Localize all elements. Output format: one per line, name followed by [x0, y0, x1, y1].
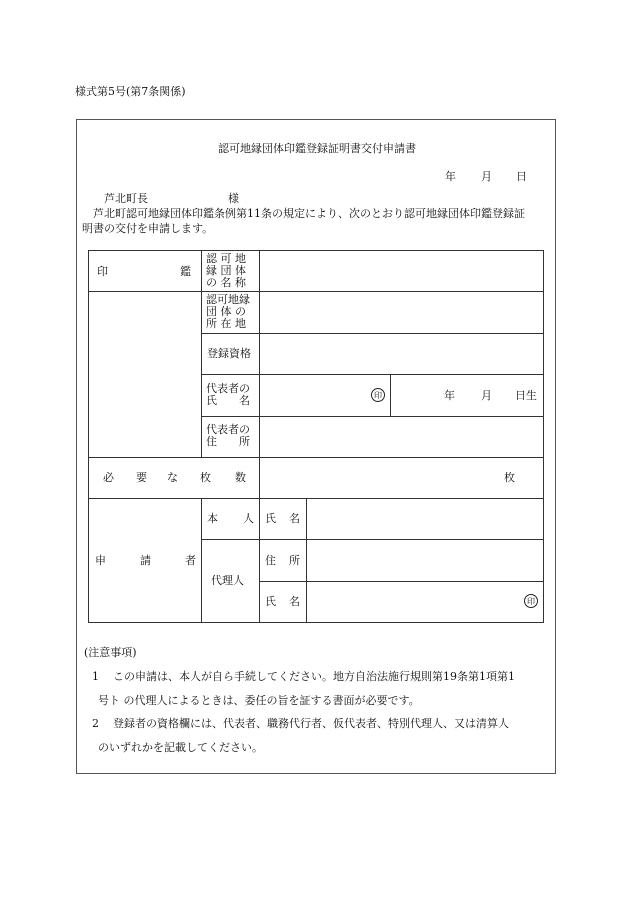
form-title: 認可地縁団体印鑑登録証明書交付申請書 [218, 142, 416, 155]
group-name-field[interactable] [262, 253, 540, 289]
intro-line-1: 芦北町認可地縁団体印鑑条例第11条の規定により、次のとおり認可地縁団体印鑑登録証 [93, 207, 525, 220]
registration-qualification-label: 登録資格 [207, 347, 251, 360]
addressee-honorific: 様 [228, 192, 239, 205]
registration-qualification-field[interactable] [262, 336, 540, 372]
proxy-label: 代理人 [211, 574, 244, 587]
rep-address-label: 代表者の 住 所 [206, 423, 250, 448]
note-2-line-1: 登録者の資格欄には、代表者、職務代行者、仮代表者、特別代理人、又は清算人 [113, 717, 509, 730]
copies-field[interactable] [262, 460, 492, 496]
addressee-name: 芦北町長 [104, 192, 148, 205]
note-1-line-1: この申請は、本人が自ら手続してください。地方自治法施行規則第19条第1項第1 [113, 670, 515, 683]
note-2-number: 2 [92, 717, 99, 730]
rep-address-field[interactable] [262, 419, 540, 455]
proxy-name-field[interactable] [309, 584, 519, 620]
rep-name-label: 代表者の 氏 名 [206, 382, 250, 407]
note-1-line-2: 号ト の代理人によるときは、委任の旨を証する書面が必要です。 [98, 694, 420, 707]
form-number: 様式第5号(第7条関係) [75, 85, 186, 98]
proxy-address-field[interactable] [309, 542, 540, 579]
date-day: 日 [516, 170, 527, 183]
proxy-seal-mark-icon: 印 [524, 594, 538, 608]
notes-heading: (注意事項) [84, 646, 137, 659]
group-address-field[interactable] [262, 294, 540, 331]
date-month: 月 [481, 170, 492, 183]
self-name-field[interactable] [309, 501, 540, 537]
copies-unit: 枚 [504, 471, 515, 484]
birth-day: 日生 [515, 389, 537, 402]
birth-year: 年 [444, 389, 455, 402]
note-2-line-2: のいずれかを記載してください。 [98, 741, 263, 754]
seal-mark-icon: 印 [371, 388, 385, 402]
date-year: 年 [445, 170, 456, 183]
group-address-label: 認可地縁 団 体 の 所 在 地 [206, 293, 250, 330]
rep-name-field[interactable] [262, 377, 372, 414]
seal-label-left: 印 [97, 265, 108, 278]
intro-line-2: 明書の交付を申請します。 [82, 222, 214, 235]
group-name-label: 認 可 地 縁 団 体 の 名 称 [206, 252, 246, 289]
note-1-number: 1 [92, 670, 99, 683]
birth-month: 月 [481, 389, 492, 402]
seal-label-right: 鑑 [180, 265, 191, 278]
seal-impression-area[interactable] [91, 294, 199, 454]
